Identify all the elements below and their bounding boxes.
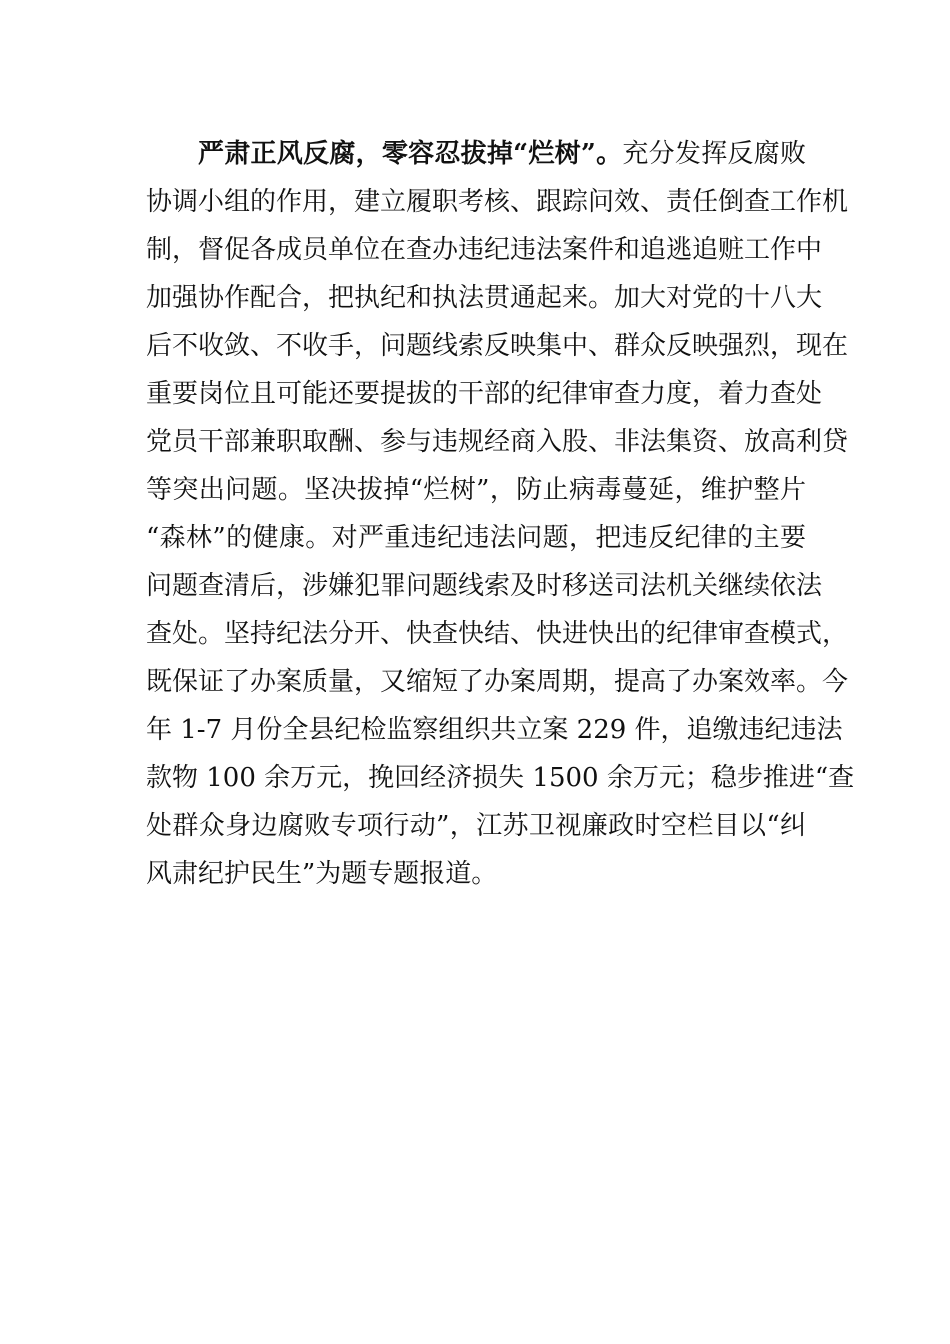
paragraph-heading: 严肃正风反腐，零容忍拔掉“烂树”。 (198, 139, 623, 169)
paragraph-line-7: 党员干部兼职取酬、参与违规经商入股、非法集资、放高利贷 (146, 427, 849, 457)
paragraph-line-1-text: 充分发挥反腐败 (622, 139, 806, 169)
paragraph-line-4: 加强协作配合，把执纪和执法贯通起来。加大对党的十八大 (146, 283, 823, 313)
paragraph-line-3: 制，督促各成员单位在查办违纪违法案件和追逃追赃工作中 (146, 235, 823, 265)
paragraph-line-6: 重要岗位且可能还要提拔的干部的纪律审查力度，着力查处 (146, 379, 823, 409)
paragraph-line-16: 风肃纪护民生”为题专题报道。 (146, 859, 498, 889)
paragraph-line-15: 处群众身边腐败专项行动”，江苏卫视廉政时空栏目以“纠 (146, 811, 806, 841)
paragraph-line-13: 年 1-7 月份全县纪检监察组织共立案 229 件，追缴违纪违法 (146, 715, 843, 745)
paragraph-line-14: 款物 100 余万元，挽回经济损失 1500 余万元；稳步推进“查 (146, 763, 855, 793)
paragraph-line-5: 后不收敛、不收手，问题线索反映集中、群众反映强烈，现在 (146, 331, 849, 361)
document-body (146, 130, 855, 898)
paragraph-line-12: 既保证了办案质量，又缩短了办案周期，提高了办案效率。今 (146, 667, 849, 697)
paragraph-line-11: 查处。坚持纪法分开、快查快结、快进快出的纪律审查模式， (146, 619, 849, 649)
paragraph-line-2: 协调小组的作用，建立履职考核、跟踪问效、责任倒查工作机 (146, 187, 849, 217)
paragraph-line-9: “森林”的健康。对严重违纪违法问题，把违反纪律的主要 (146, 523, 806, 553)
paragraph-line-1 (146, 130, 806, 178)
paragraph-line-8: 等突出问题。坚决拔掉“烂树”，防止病毒蔓延，维护整片 (146, 475, 806, 505)
paragraph-line-10: 问题查清后，涉嫌犯罪问题线索及时移送司法机关继续依法 (146, 571, 823, 601)
